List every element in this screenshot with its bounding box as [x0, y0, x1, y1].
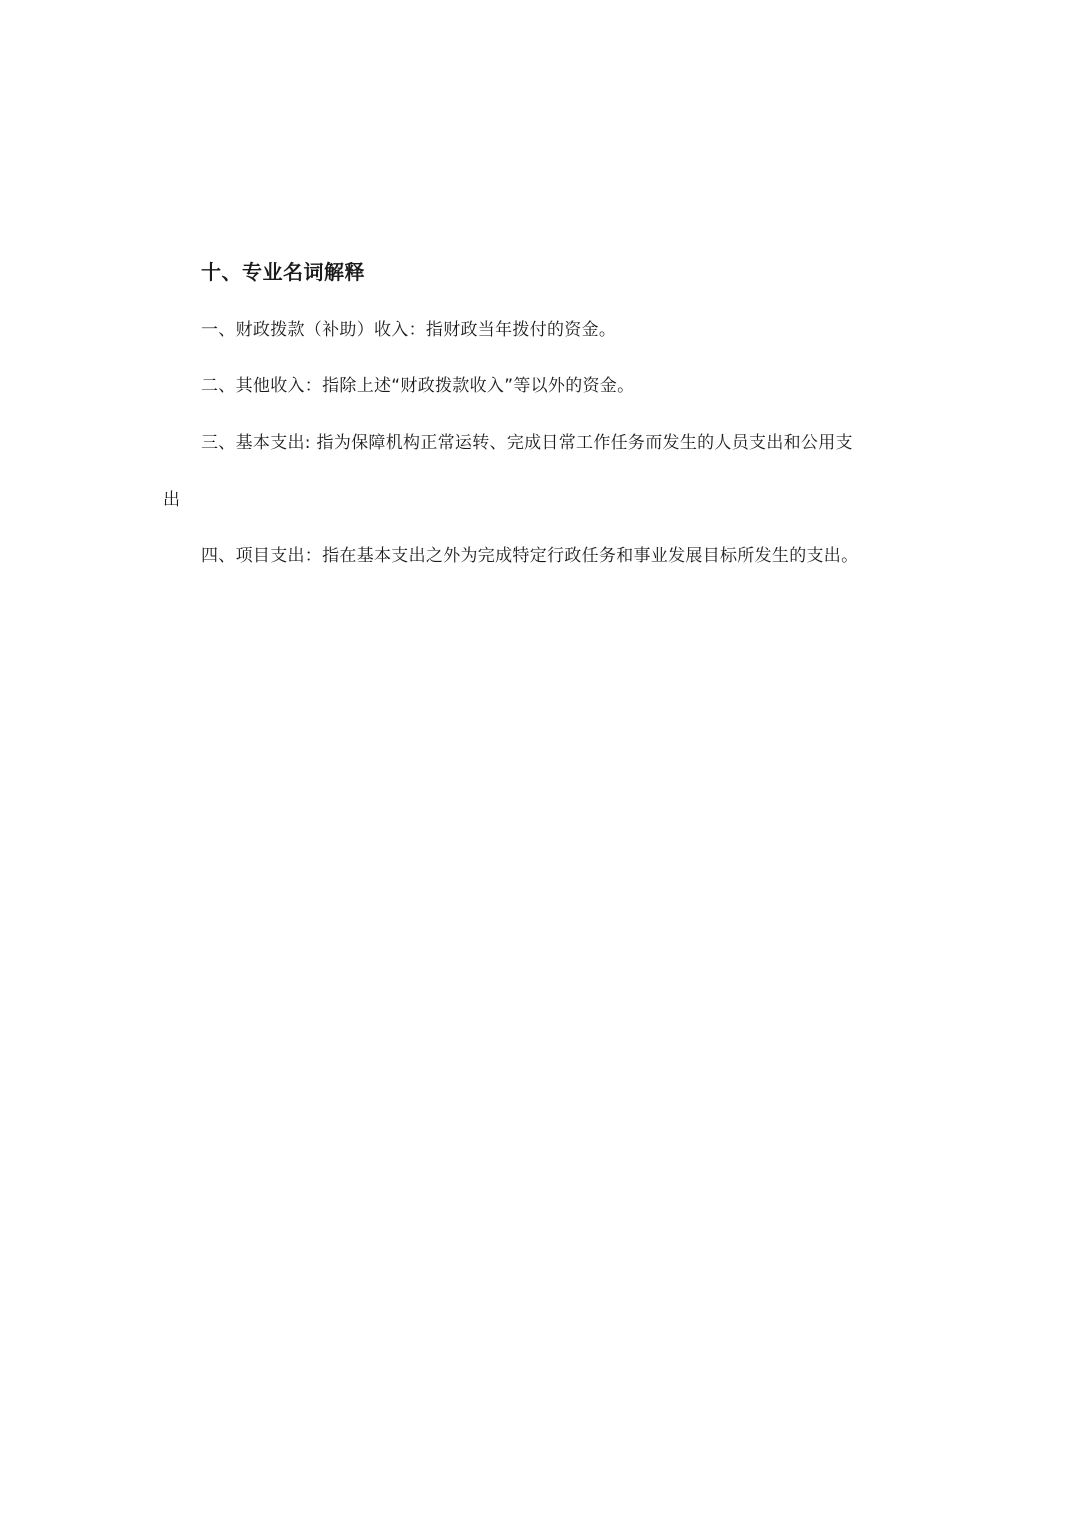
definition-fiscal-appropriation: 一、财政拨款（补助）收入：指财政当年拨付的资金。: [201, 320, 617, 340]
definition-other-income: 二、其他收入：指除上述“财政拨款收入”等以外的资金。: [201, 376, 635, 396]
definition-project-expenditure: 四、项目支出：指在基本支出之外为完成特定行政任务和事业发展目标所发生的支出。: [201, 546, 859, 566]
section-heading: 十、专业名词解释: [201, 260, 365, 284]
definition-basic-expenditure-continuation: 出: [163, 490, 181, 510]
definition-basic-expenditure: 三、基本支出: 指为保障机构正常运转、完成日常工作任务而发生的人员支出和公用支: [201, 433, 853, 453]
